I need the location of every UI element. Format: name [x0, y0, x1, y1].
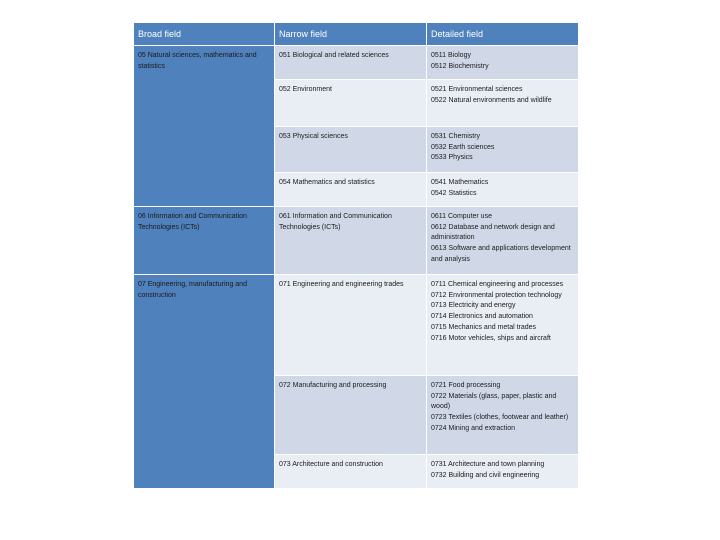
narrow-field-cell: 061 Information and Communication Technologies (ICTs) [275, 207, 427, 275]
detailed-field-item: 0732 Building and civil engineering [431, 471, 540, 479]
detailed-field-item: 0611 Computer use [431, 213, 492, 220]
detailed-field-item: 0511 Biology [431, 52, 471, 59]
broad-field-cell: 07 Engineering, manufacturing and construction [134, 275, 275, 489]
detailed-field-item: 0713 Electricity and energy [431, 302, 516, 310]
detailed-field-item: 0731 Architecture and town planning [431, 461, 545, 468]
detailed-field-item: 0714 Electronics and automation [431, 313, 533, 321]
detailed-field-item: 0533 Physics [431, 154, 473, 162]
table-row [134, 207, 579, 275]
narrow-field-cell: 051 Biological and related sciences [275, 46, 427, 80]
detailed-field-item: 0521 Environmental sciences [431, 86, 523, 93]
table-row [134, 275, 579, 376]
table-row [134, 46, 579, 80]
detailed-field-item: 0723 Textiles (clothes, footwear and leather) [431, 414, 569, 422]
detailed-field-item: 0721 Food processing [431, 382, 501, 389]
detailed-field-item: 0532 Earth sciences [431, 143, 495, 151]
detailed-field-cell [427, 46, 579, 80]
detailed-field-cell [427, 275, 579, 376]
narrow-field-cell: 072 Manufacturing and processing [275, 376, 427, 455]
detailed-field-cell [427, 127, 579, 173]
detailed-field-item: 0541 Mathematics [431, 179, 489, 186]
detailed-field-item: 0715 Mechanics and metal trades [431, 323, 537, 331]
detailed-field-item: 0512 Biochemistry [431, 62, 489, 70]
header-broad-field: Broad field [134, 23, 275, 46]
detailed-field-item: 0522 Natural environments and wildlife [431, 96, 552, 104]
narrow-field-cell: 071 Engineering and engineering trades [275, 275, 427, 376]
detailed-field-cell [427, 80, 579, 127]
narrow-field-cell: 054 Mathematics and statistics [275, 173, 427, 207]
field-classification-table [133, 22, 579, 489]
broad-field-cell: 05 Natural sciences, mathematics and statistics [134, 46, 275, 207]
detailed-field-item: 0712 Environmental protection technology [431, 291, 562, 299]
detailed-field-cell [427, 173, 579, 207]
detailed-field-item: 0613 Software and applications development and analysis [431, 245, 571, 263]
narrow-field-cell: 052 Environment [275, 80, 427, 127]
detailed-field-cell [427, 455, 579, 489]
broad-field-cell: 06 Information and Communication Technologies (ICTs) [134, 207, 275, 275]
detailed-field-item: 0716 Motor vehicles, ships and aircraft [431, 334, 551, 342]
header-detailed-field: Detailed field [427, 23, 579, 46]
table-header-row [134, 23, 579, 46]
detailed-field-item: 0711 Chemical engineering and processes [431, 281, 564, 288]
detailed-field-cell [427, 376, 579, 455]
header-narrow-field: Narrow field [275, 23, 427, 46]
narrow-field-cell: 073 Architecture and construction [275, 455, 427, 489]
detailed-field-item: 0542 Statistics [431, 189, 477, 197]
detailed-field-item: 0531 Chemistry [431, 133, 481, 140]
detailed-field-item: 0722 Materials (glass, paper, plastic and wood) [431, 392, 557, 411]
detailed-field-cell [427, 207, 579, 275]
detailed-field-item: 0612 Database and network design and administration [431, 223, 555, 242]
narrow-field-cell: 053 Physical sciences [275, 127, 427, 173]
detailed-field-item: 0724 Mining and extraction [431, 424, 516, 432]
